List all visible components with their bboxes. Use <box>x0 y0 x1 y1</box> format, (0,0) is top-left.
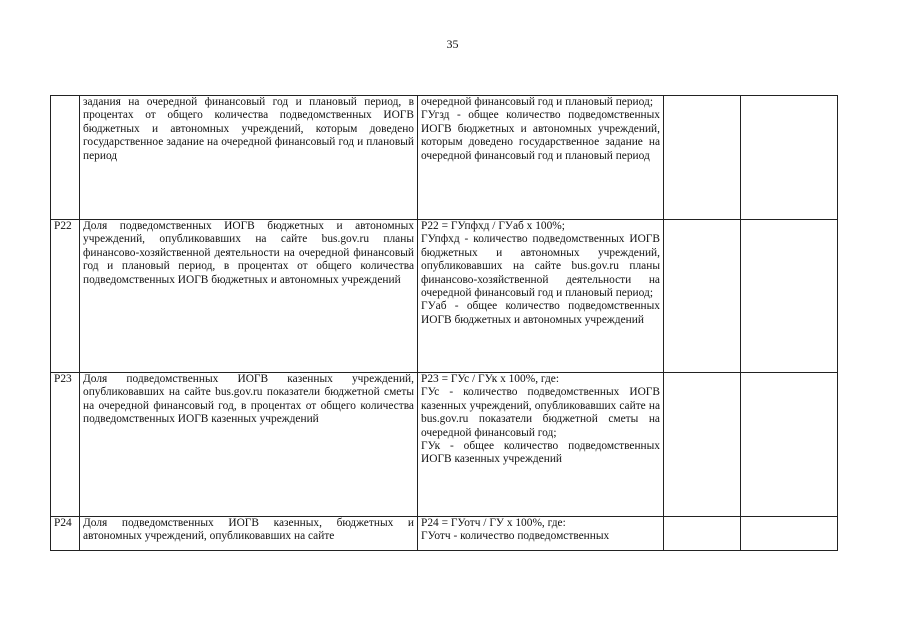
indicator-description: задания на очередной финансовый год и плановый период, в процентах от общего количества подведомственных ИОГВ бюджетных и автономных учреждений, которым доведено государственное задание на очередной финансовый год и плановый период <box>80 96 418 220</box>
empty-cell <box>741 220 838 373</box>
indicator-formula <box>418 96 664 220</box>
empty-cell <box>741 517 838 551</box>
indicator-formula <box>418 517 664 551</box>
indicator-number <box>51 96 80 220</box>
table-row <box>51 517 838 551</box>
formula-line: Р22 = ГУпфхд / ГУаб х 100%; <box>421 220 565 232</box>
formula-line: ГУк - общее количество подведомственных ИОГВ казенных учреждений <box>421 440 660 466</box>
table-row <box>51 96 838 220</box>
indicator-formula <box>418 373 664 517</box>
empty-cell <box>741 96 838 220</box>
formula-line: ГУпфхд - количество подведомственных ИОГВ бюджетных и автономных учреждений, опубликовавших на сайте bus.gov.ru планы финансово-хозяйственной деятельности на очередной финансовый год и плановый период; <box>421 233 660 300</box>
indicator-description: Доля подведомственных ИОГВ казенных учреждений, опубликовавших на сайте bus.gov.ru показатели бюджетной сметы на очередной финансовый год, в процентах от общего количества подведомственных ИОГВ казенных учреждений <box>80 373 418 517</box>
formula-line: очередной финансовый год и плановый период; <box>421 96 653 108</box>
formula-line: Р23 = ГУс / ГУк х 100%, где: <box>421 373 560 385</box>
empty-cell <box>664 373 741 517</box>
empty-cell <box>741 373 838 517</box>
indicator-number: Р24 <box>51 517 80 551</box>
formula-line: Р24 = ГУотч / ГУ х 100%, где: <box>421 517 566 529</box>
indicator-description: Доля подведомственных ИОГВ бюджетных и автономных учреждений, опубликовавших на сайте bus.gov.ru планы финансово-хозяйственной деятельности на очередной финансовый год и плановый период, в процентах от общего количества подведомственных ИОГВ бюджетных и автономных учреждений <box>80 220 418 373</box>
table-row <box>51 373 838 517</box>
indicator-number: Р23 <box>51 373 80 517</box>
empty-cell <box>664 517 741 551</box>
page-number: 35 <box>446 37 459 51</box>
indicator-description: Доля подведомственных ИОГВ казенных, бюджетных и автономных учреждений, опубликовавших на сайте <box>80 517 418 551</box>
formula-line: ГУаб - общее количество подведомственных ИОГВ бюджетных и автономных учреждений <box>421 300 660 326</box>
empty-cell <box>664 220 741 373</box>
formula-line: ГУотч - количество подведомственных <box>421 530 610 543</box>
table-row <box>51 220 838 373</box>
indicators-table <box>50 95 838 551</box>
indicator-number: Р22 <box>51 220 80 373</box>
formula-line: ГУгзд - общее количество подведомственных ИОГВ бюджетных и автономных учреждений, которым доведено государственное задание на очередной финансовый год и плановый период <box>421 109 660 162</box>
empty-cell <box>664 96 741 220</box>
indicator-formula <box>418 220 664 373</box>
formula-line: ГУс - количество подведомственных ИОГВ казенных учреждений, опубликовавших сайте на bus.gov.ru показатели бюджетной сметы на очередной финансовый год; <box>421 386 660 439</box>
